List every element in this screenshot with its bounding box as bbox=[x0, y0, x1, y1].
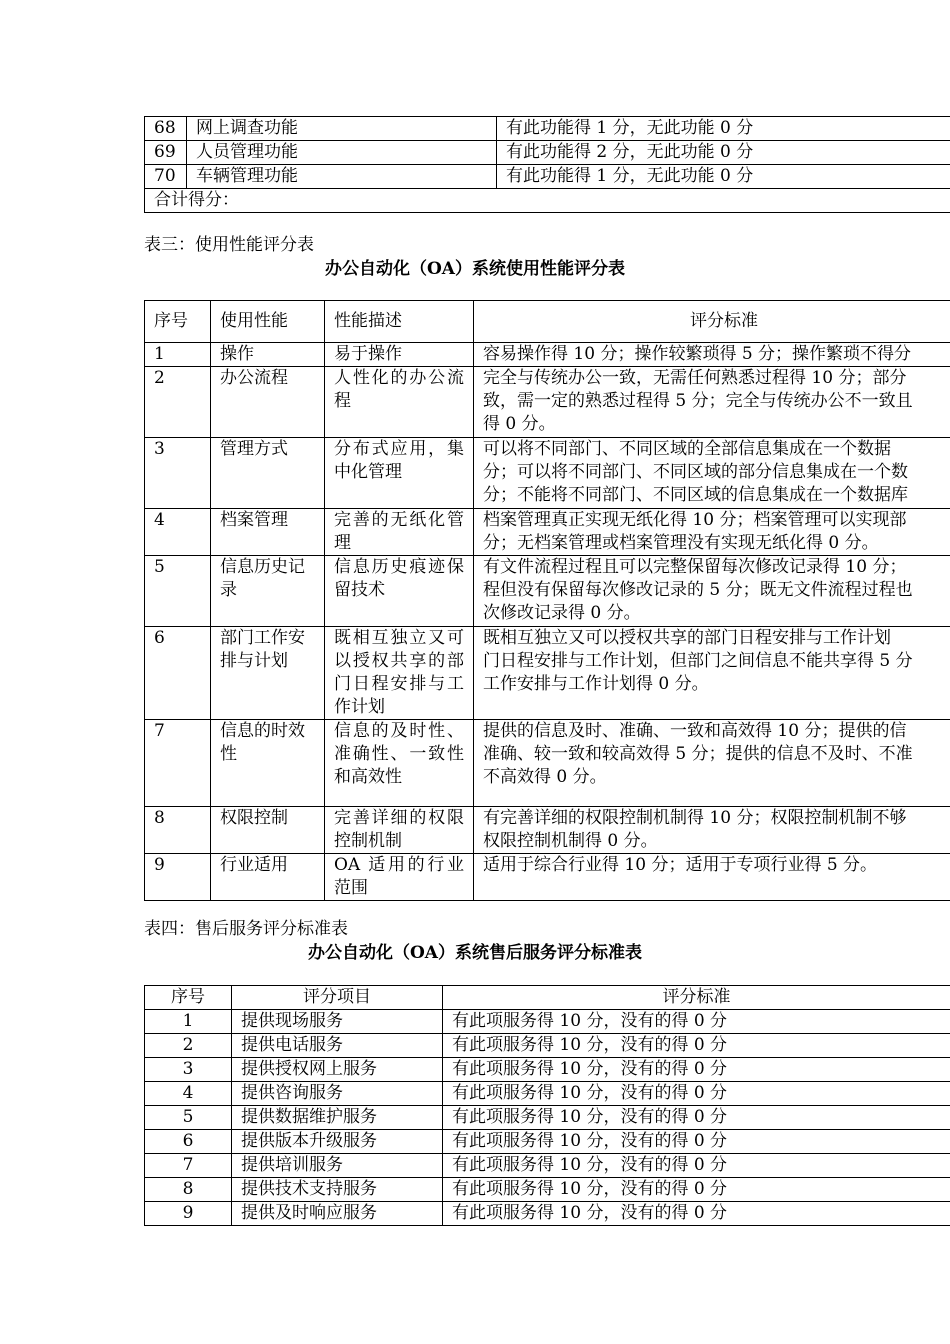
row-description: 分布式应用，集中化管理 bbox=[325, 438, 474, 509]
row-item: 车辆管理功能 bbox=[187, 165, 497, 189]
row-rule: 有此功能得 1 分，无此功能 0 分 bbox=[497, 117, 950, 141]
row-criteria: 有此项服务得 10 分，没有的得 0 分 bbox=[443, 1010, 950, 1034]
row-item: 网上调查功能 bbox=[187, 117, 497, 141]
row-number: 2 bbox=[145, 1034, 232, 1058]
row-description: 信息的及时性、准确性、一致性和高效性 bbox=[325, 720, 474, 807]
criteria-line: 可以将不同部门、不同区域的全部信息集成在一个数据 bbox=[483, 439, 891, 459]
row-criteria bbox=[474, 367, 950, 438]
row-description: 完善详细的权限控制机制 bbox=[325, 807, 474, 854]
row-number: 9 bbox=[145, 854, 211, 901]
row-description: 信息历史痕迹保留技术 bbox=[325, 556, 474, 627]
table-row bbox=[145, 1202, 950, 1226]
header-criteria: 评分标准 bbox=[474, 301, 950, 343]
header-perf: 使用性能 bbox=[211, 301, 325, 343]
row-number: 5 bbox=[145, 556, 211, 627]
row-criteria bbox=[474, 807, 950, 854]
row-number: 70 bbox=[145, 165, 187, 189]
total-label: 合计得分： bbox=[145, 189, 950, 213]
feature-score-table-continued bbox=[144, 116, 950, 213]
after-sales-score-table bbox=[144, 985, 950, 1226]
row-item: 提供版本升级服务 bbox=[232, 1130, 443, 1154]
row-description: 完善的无纸化管理 bbox=[325, 509, 474, 556]
table-row bbox=[145, 1130, 950, 1154]
table-row bbox=[145, 1106, 950, 1130]
criteria-line: 有文件流程过程且可以完整保留每次修改记录得 10 分； bbox=[483, 557, 907, 577]
row-number: 4 bbox=[145, 1082, 232, 1106]
table-row bbox=[145, 509, 950, 556]
table-row bbox=[145, 165, 950, 189]
row-criteria: 有此项服务得 10 分，没有的得 0 分 bbox=[443, 1202, 950, 1226]
row-number: 5 bbox=[145, 1106, 232, 1130]
row-number: 3 bbox=[145, 1058, 232, 1082]
row-number: 6 bbox=[145, 627, 211, 720]
row-number: 68 bbox=[145, 117, 187, 141]
row-performance: 部门工作安排与计划 bbox=[211, 627, 325, 720]
row-criteria: 有此项服务得 10 分，没有的得 0 分 bbox=[443, 1130, 950, 1154]
row-performance: 权限控制 bbox=[211, 807, 325, 854]
row-criteria: 有此项服务得 10 分，没有的得 0 分 bbox=[443, 1178, 950, 1202]
header-item: 评分项目 bbox=[232, 986, 443, 1010]
row-number: 9 bbox=[145, 1202, 232, 1226]
criteria-line: 档案管理真正实现无纸化得 10 分；档案管理可以实现部 bbox=[483, 510, 907, 530]
table-row bbox=[145, 627, 950, 720]
row-number: 6 bbox=[145, 1130, 232, 1154]
criteria-line: 次修改记录得 0 分。 bbox=[483, 603, 641, 623]
row-criteria bbox=[474, 854, 950, 901]
row-criteria: 有此项服务得 10 分，没有的得 0 分 bbox=[443, 1034, 950, 1058]
table-row bbox=[145, 1154, 950, 1178]
row-criteria: 有此项服务得 10 分，没有的得 0 分 bbox=[443, 1082, 950, 1106]
table-row bbox=[145, 720, 950, 807]
row-criteria: 有此项服务得 10 分，没有的得 0 分 bbox=[443, 1058, 950, 1082]
row-criteria bbox=[474, 509, 950, 556]
row-item: 提供技术支持服务 bbox=[232, 1178, 443, 1202]
criteria-line: 提供的信息及时、准确、一致和高效得 10 分；提供的信 bbox=[483, 721, 907, 741]
row-performance: 行业适用 bbox=[211, 854, 325, 901]
header-no: 序号 bbox=[145, 301, 211, 343]
row-number: 4 bbox=[145, 509, 211, 556]
row-number: 8 bbox=[145, 807, 211, 854]
table-header-row bbox=[145, 301, 950, 343]
row-number: 2 bbox=[145, 367, 211, 438]
criteria-line: 有完善详细的权限控制机制得 10 分；权限控制机制不够 bbox=[483, 808, 907, 828]
row-item: 提供咨询服务 bbox=[232, 1082, 443, 1106]
criteria-line: 分；不能将不同部门、不同区域的信息集成在一个数据库 bbox=[483, 485, 908, 505]
row-criteria bbox=[474, 556, 950, 627]
row-performance: 办公流程 bbox=[211, 367, 325, 438]
table-row bbox=[145, 367, 950, 438]
criteria-line: 程但没有保留每次修改记录的 5 分；既无文件流程过程也 bbox=[483, 580, 913, 600]
table-row bbox=[145, 343, 950, 367]
criteria-line: 工作安排与工作计划得 0 分。 bbox=[483, 674, 709, 694]
criteria-line: 完全与传统办公一致，无需任何熟悉过程得 10 分；部分 bbox=[483, 368, 907, 388]
criteria-line: 不高效得 0 分。 bbox=[483, 767, 607, 787]
table-row bbox=[145, 117, 950, 141]
table-row bbox=[145, 1058, 950, 1082]
row-criteria bbox=[474, 343, 950, 367]
row-item: 人员管理功能 bbox=[187, 141, 497, 165]
row-number: 8 bbox=[145, 1178, 232, 1202]
row-description: 既相互独立又可以授权共享的部门日程安排与工作计划 bbox=[325, 627, 474, 720]
criteria-line: 分；无档案管理或档案管理没有实现无纸化得 0 分。 bbox=[483, 533, 879, 553]
row-criteria: 有此项服务得 10 分，没有的得 0 分 bbox=[443, 1154, 950, 1178]
row-criteria bbox=[474, 438, 950, 509]
row-number: 7 bbox=[145, 1154, 232, 1178]
row-number: 7 bbox=[145, 720, 211, 807]
row-criteria: 有此项服务得 10 分，没有的得 0 分 bbox=[443, 1106, 950, 1130]
criteria-line: 容易操作得 10 分；操作较繁琐得 5 分；操作繁琐不得分 bbox=[483, 344, 912, 364]
row-number: 69 bbox=[145, 141, 187, 165]
section3-title: 办公自动化（OA）系统使用性能评分表 bbox=[325, 259, 625, 279]
table-row bbox=[145, 807, 950, 854]
row-number: 1 bbox=[145, 343, 211, 367]
criteria-line: 门日程安排与工作计划，但部门之间信息不能共享得 5 分 bbox=[483, 651, 913, 671]
criteria-line: 得 0 分。 bbox=[483, 414, 556, 434]
section4-title: 办公自动化（OA）系统售后服务评分标准表 bbox=[308, 943, 642, 963]
section4-label: 表四：售后服务评分标准表 bbox=[144, 919, 348, 939]
table-row bbox=[145, 1010, 950, 1034]
row-performance: 管理方式 bbox=[211, 438, 325, 509]
table-row bbox=[145, 854, 950, 901]
row-performance: 信息历史记录 bbox=[211, 556, 325, 627]
row-rule: 有此功能得 2 分，无此功能 0 分 bbox=[497, 141, 950, 165]
criteria-line: 分；可以将不同部门、不同区域的部分信息集成在一个数 bbox=[483, 462, 908, 482]
criteria-line: 适用于综合行业得 10 分；适用于专项行业得 5 分。 bbox=[483, 855, 878, 875]
row-item: 提供及时响应服务 bbox=[232, 1202, 443, 1226]
row-description: OA 适用的行业范围 bbox=[325, 854, 474, 901]
row-criteria bbox=[474, 720, 950, 807]
row-number: 3 bbox=[145, 438, 211, 509]
table-header-row bbox=[145, 986, 950, 1010]
table-row bbox=[145, 141, 950, 165]
table-row bbox=[145, 438, 950, 509]
table-row bbox=[145, 1178, 950, 1202]
row-performance: 操作 bbox=[211, 343, 325, 367]
row-description: 人性化的办公流程 bbox=[325, 367, 474, 438]
header-criteria: 评分标准 bbox=[443, 986, 950, 1010]
row-item: 提供电话服务 bbox=[232, 1034, 443, 1058]
row-item: 提供培训服务 bbox=[232, 1154, 443, 1178]
row-item: 提供现场服务 bbox=[232, 1010, 443, 1034]
section3-label: 表三：使用性能评分表 bbox=[144, 235, 314, 255]
row-criteria bbox=[474, 627, 950, 720]
row-number: 1 bbox=[145, 1010, 232, 1034]
criteria-line: 致，需一定的熟悉过程得 5 分；完全与传统办公不一致且 bbox=[483, 391, 913, 411]
criteria-line: 既相互独立又可以授权共享的部门日程安排与工作计划 bbox=[483, 628, 891, 648]
criteria-line: 准确、较一致和较高效得 5 分；提供的信息不及时、不准 bbox=[483, 744, 913, 764]
usability-score-table bbox=[144, 300, 950, 901]
row-performance: 档案管理 bbox=[211, 509, 325, 556]
row-item: 提供授权网上服务 bbox=[232, 1058, 443, 1082]
row-description: 易于操作 bbox=[325, 343, 474, 367]
table-row bbox=[145, 1082, 950, 1106]
row-performance: 信息的时效性 bbox=[211, 720, 325, 807]
row-item: 提供数据维护服务 bbox=[232, 1106, 443, 1130]
total-row bbox=[145, 189, 950, 213]
header-no: 序号 bbox=[145, 986, 232, 1010]
row-rule: 有此功能得 1 分，无此功能 0 分 bbox=[497, 165, 950, 189]
criteria-line: 权限控制机制得 0 分。 bbox=[483, 831, 658, 851]
header-desc: 性能描述 bbox=[325, 301, 474, 343]
table-row bbox=[145, 556, 950, 627]
table-row bbox=[145, 1034, 950, 1058]
